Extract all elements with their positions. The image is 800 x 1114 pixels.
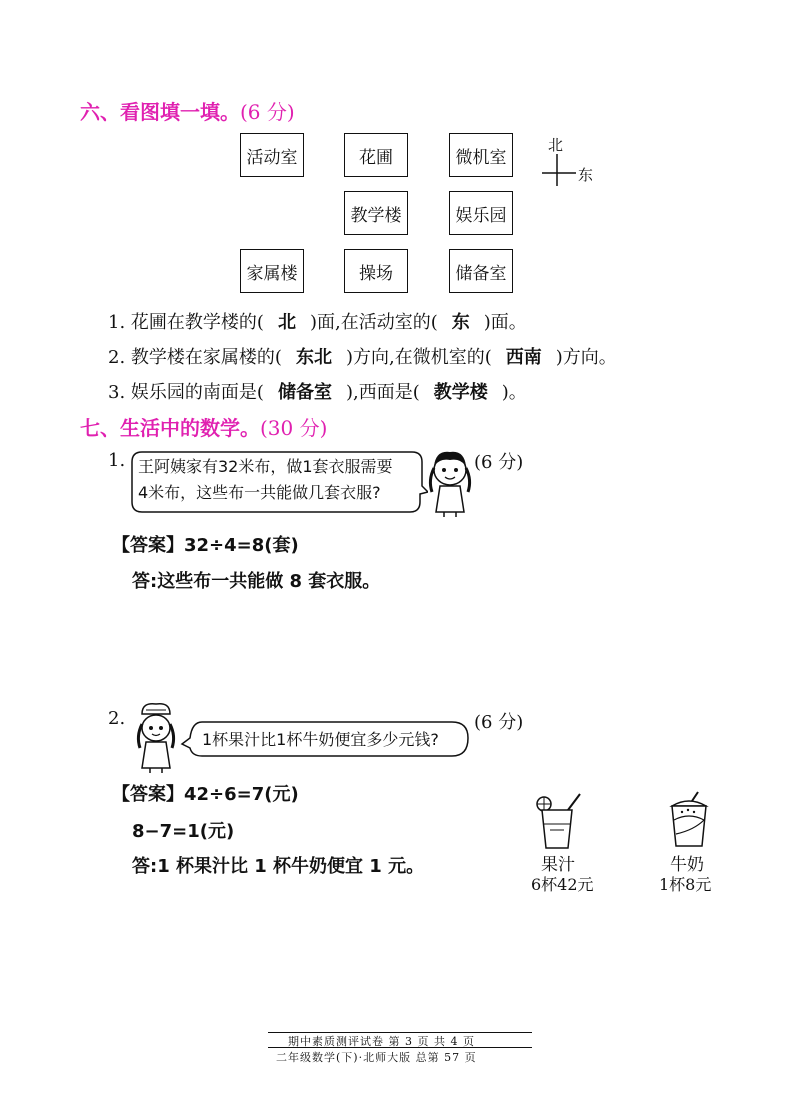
problem1-reply: 答:这些布一共能做 8 套衣服。 <box>132 571 381 592</box>
question-text: 娱乐园的南面是( <box>130 382 264 403</box>
section6-points: (6 分) <box>240 100 295 124</box>
chef-character-icon <box>128 700 184 774</box>
problem2-reply: 答:1 杯果汁比 1 杯牛奶便宜 1 元。 <box>132 856 425 877</box>
section7-points: (30 分) <box>260 416 328 440</box>
milk-price: 1杯8元 <box>659 875 712 894</box>
problem2-answer: 【答案】42÷6=7(元) <box>112 784 299 805</box>
question-3 <box>108 378 527 404</box>
section6-title: 六、看图填一填。 <box>80 100 240 124</box>
problem1-bubble-line1: 王阿姨家有32米布，做1套衣服需要 <box>138 457 393 476</box>
problem2-bubble: 1杯果汁比1杯牛奶便宜多少元钱? <box>202 730 439 749</box>
question-number: 1. <box>108 312 126 333</box>
problem2-step2: 8−7=1(元) <box>132 821 235 842</box>
answer: 西南 <box>505 347 542 368</box>
problem1-answer: 【答案】32÷4=8(套) <box>112 535 299 556</box>
question-text: )。 <box>501 382 527 403</box>
problem2-number: 2. <box>108 708 126 729</box>
problem1-bubble-line2: 4米布，这些布一共能做几套衣服? <box>138 483 381 502</box>
milk-cup-icon <box>664 790 714 852</box>
section7-heading <box>80 412 327 441</box>
question-number: 3. <box>108 382 126 403</box>
room-family: 家属楼 <box>240 249 304 293</box>
question-text: 教学楼在家属楼的( <box>130 347 282 368</box>
question-text: ),西面是( <box>345 382 420 403</box>
question-2 <box>108 343 617 369</box>
question-text: )面,在活动室的( <box>309 312 438 333</box>
question-text: )方向,在微机室的( <box>345 347 492 368</box>
problem2-points: (6 分) <box>474 712 524 733</box>
room-garden: 花圃 <box>344 133 408 177</box>
footer-divider-mid <box>268 1047 532 1048</box>
compass-east-label: 东 <box>578 166 594 184</box>
room-field: 操场 <box>344 249 408 293</box>
question-1 <box>108 308 527 334</box>
footer-line2: 二年级数学(下)·北师大版 总第 57 页 <box>276 1051 477 1064</box>
room-playground: 娱乐园 <box>449 191 513 235</box>
problem1-points: (6 分) <box>474 452 524 473</box>
question-text: 花圃在教学楼的( <box>130 312 264 333</box>
room-storage: 储备室 <box>449 249 513 293</box>
answer: 北 <box>277 312 296 333</box>
section7-title: 七、生活中的数学。 <box>80 416 260 440</box>
girl-character-icon <box>424 446 476 518</box>
juice-price: 6杯42元 <box>531 875 594 894</box>
answer: 东 <box>451 312 470 333</box>
juice-glass-icon <box>528 790 590 852</box>
room-activity: 活动室 <box>240 133 304 177</box>
problem1-number: 1. <box>108 450 126 471</box>
question-text: )方向。 <box>555 347 617 368</box>
section6-heading <box>80 96 295 125</box>
answer: 教学楼 <box>433 382 488 403</box>
milk-name: 牛奶 <box>670 855 704 875</box>
answer: 储备室 <box>277 382 332 403</box>
room-teaching: 教学楼 <box>344 191 408 235</box>
footer-line1: 期中素质测评试卷 第 3 页 共 4 页 <box>288 1035 475 1048</box>
question-number: 2. <box>108 347 126 368</box>
compass-north-label: 北 <box>548 136 564 154</box>
juice-name: 果汁 <box>541 855 575 875</box>
room-computer: 微机室 <box>449 133 513 177</box>
question-text: )面。 <box>483 312 527 333</box>
answer: 东北 <box>295 347 332 368</box>
compass-icon <box>540 152 580 192</box>
